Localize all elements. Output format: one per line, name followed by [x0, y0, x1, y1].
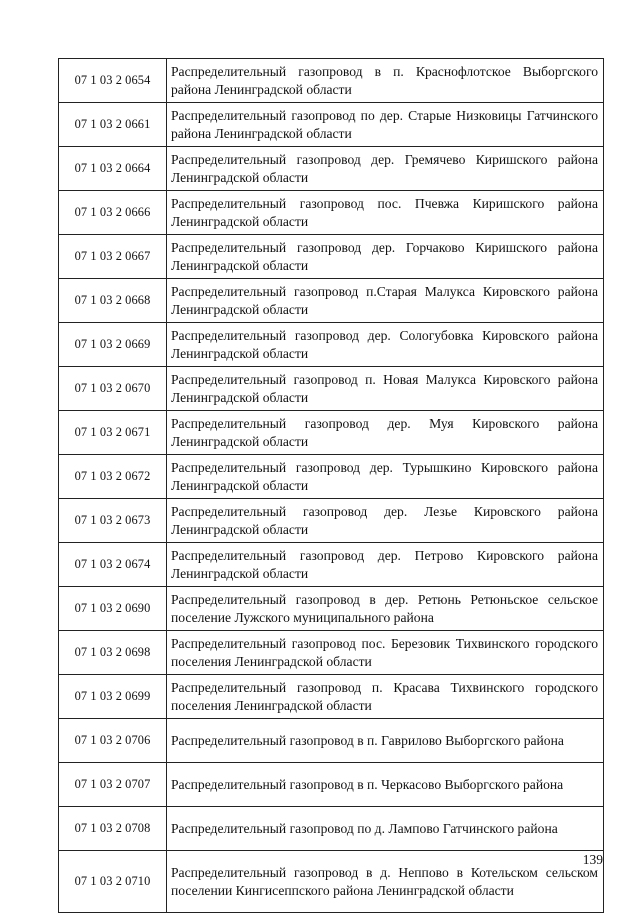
code-cell: 07 1 03 2 0672	[59, 455, 167, 499]
table-row	[59, 235, 604, 279]
code-cell: 07 1 03 2 0668	[59, 279, 167, 323]
code-cell: 07 1 03 2 0706	[59, 719, 167, 763]
code-cell: 07 1 03 2 0699	[59, 675, 167, 719]
name-cell: Распределительный газопровод дер. Турышкино Кировского района Ленинградской области	[167, 455, 604, 499]
table-row	[59, 543, 604, 587]
table-row	[59, 587, 604, 631]
code-cell: 07 1 03 2 0674	[59, 543, 167, 587]
name-cell: Распределительный газопровод дер. Сологубовка Кировского района Ленинградской области	[167, 323, 604, 367]
code-cell: 07 1 03 2 0666	[59, 191, 167, 235]
name-cell: Распределительный газопровод в дер. Ретюнь Ретюньское сельское поселение Лужского муниципального района	[167, 587, 604, 631]
table-row	[59, 411, 604, 455]
page-number: 139	[582, 852, 603, 867]
code-cell: 07 1 03 2 0707	[59, 763, 167, 807]
table-row	[59, 675, 604, 719]
registry-table	[58, 58, 604, 913]
name-cell: Распределительный газопровод в д. Неппово в Котельском сельском поселении Кингисеппского района Ленинградской области	[167, 851, 604, 913]
code-cell: 07 1 03 2 0664	[59, 147, 167, 191]
name-cell: Распределительный газопровод в п. Черкасово Выборгского района	[167, 763, 604, 807]
code-cell: 07 1 03 2 0654	[59, 59, 167, 103]
table-row	[59, 191, 604, 235]
code-cell: 07 1 03 2 0698	[59, 631, 167, 675]
table-row	[59, 59, 604, 103]
code-cell: 07 1 03 2 0708	[59, 807, 167, 851]
code-cell: 07 1 03 2 0690	[59, 587, 167, 631]
name-cell: Распределительный газопровод пос. Пчевжа Киришского района Ленинградской области	[167, 191, 604, 235]
table-row	[59, 455, 604, 499]
table-row	[59, 851, 604, 913]
table-row	[59, 499, 604, 543]
code-cell: 07 1 03 2 0661	[59, 103, 167, 147]
name-cell: Распределительный газопровод в п. Гаврилово Выборгского района	[167, 719, 604, 763]
table-row	[59, 103, 604, 147]
table-row	[59, 367, 604, 411]
code-cell: 07 1 03 2 0667	[59, 235, 167, 279]
name-cell: Распределительный газопровод дер. Горчаково Киришского района Ленинградской области	[167, 235, 604, 279]
name-cell: Распределительный газопровод дер. Гремячево Киришского района Ленинградской области	[167, 147, 604, 191]
name-cell: Распределительный газопровод по дер. Старые Низковицы Гатчинского района Ленинградской области	[167, 103, 604, 147]
code-cell: 07 1 03 2 0670	[59, 367, 167, 411]
code-cell: 07 1 03 2 0669	[59, 323, 167, 367]
table-row	[59, 147, 604, 191]
name-cell: Распределительный газопровод дер. Муя Кировского района Ленинградской области	[167, 411, 604, 455]
name-cell: Распределительный газопровод по д. Лампово Гатчинского района	[167, 807, 604, 851]
code-cell: 07 1 03 2 0673	[59, 499, 167, 543]
table-row	[59, 719, 604, 763]
name-cell: Распределительный газопровод п. Новая Малукса Кировского района Ленинградской области	[167, 367, 604, 411]
name-cell: Распределительный газопровод пос. Березовик Тихвинского городского поселения Ленинградской области	[167, 631, 604, 675]
table-row	[59, 807, 604, 851]
name-cell: Распределительный газопровод п.Старая Малукса Кировского района Ленинградской области	[167, 279, 604, 323]
table-row	[59, 323, 604, 367]
code-cell: 07 1 03 2 0671	[59, 411, 167, 455]
table-row	[59, 763, 604, 807]
name-cell: Распределительный газопровод дер. Петрово Кировского района Ленинградской области	[167, 543, 604, 587]
table-row	[59, 279, 604, 323]
name-cell: Распределительный газопровод дер. Лезье Кировского района Ленинградской области	[167, 499, 604, 543]
table-row	[59, 631, 604, 675]
name-cell: Распределительный газопровод в п. Краснофлотское Выборгского района Ленинградской области	[167, 59, 604, 103]
name-cell: Распределительный газопровод п. Красава Тихвинского городского поселения Ленинградской области	[167, 675, 604, 719]
code-cell: 07 1 03 2 0710	[59, 851, 167, 913]
